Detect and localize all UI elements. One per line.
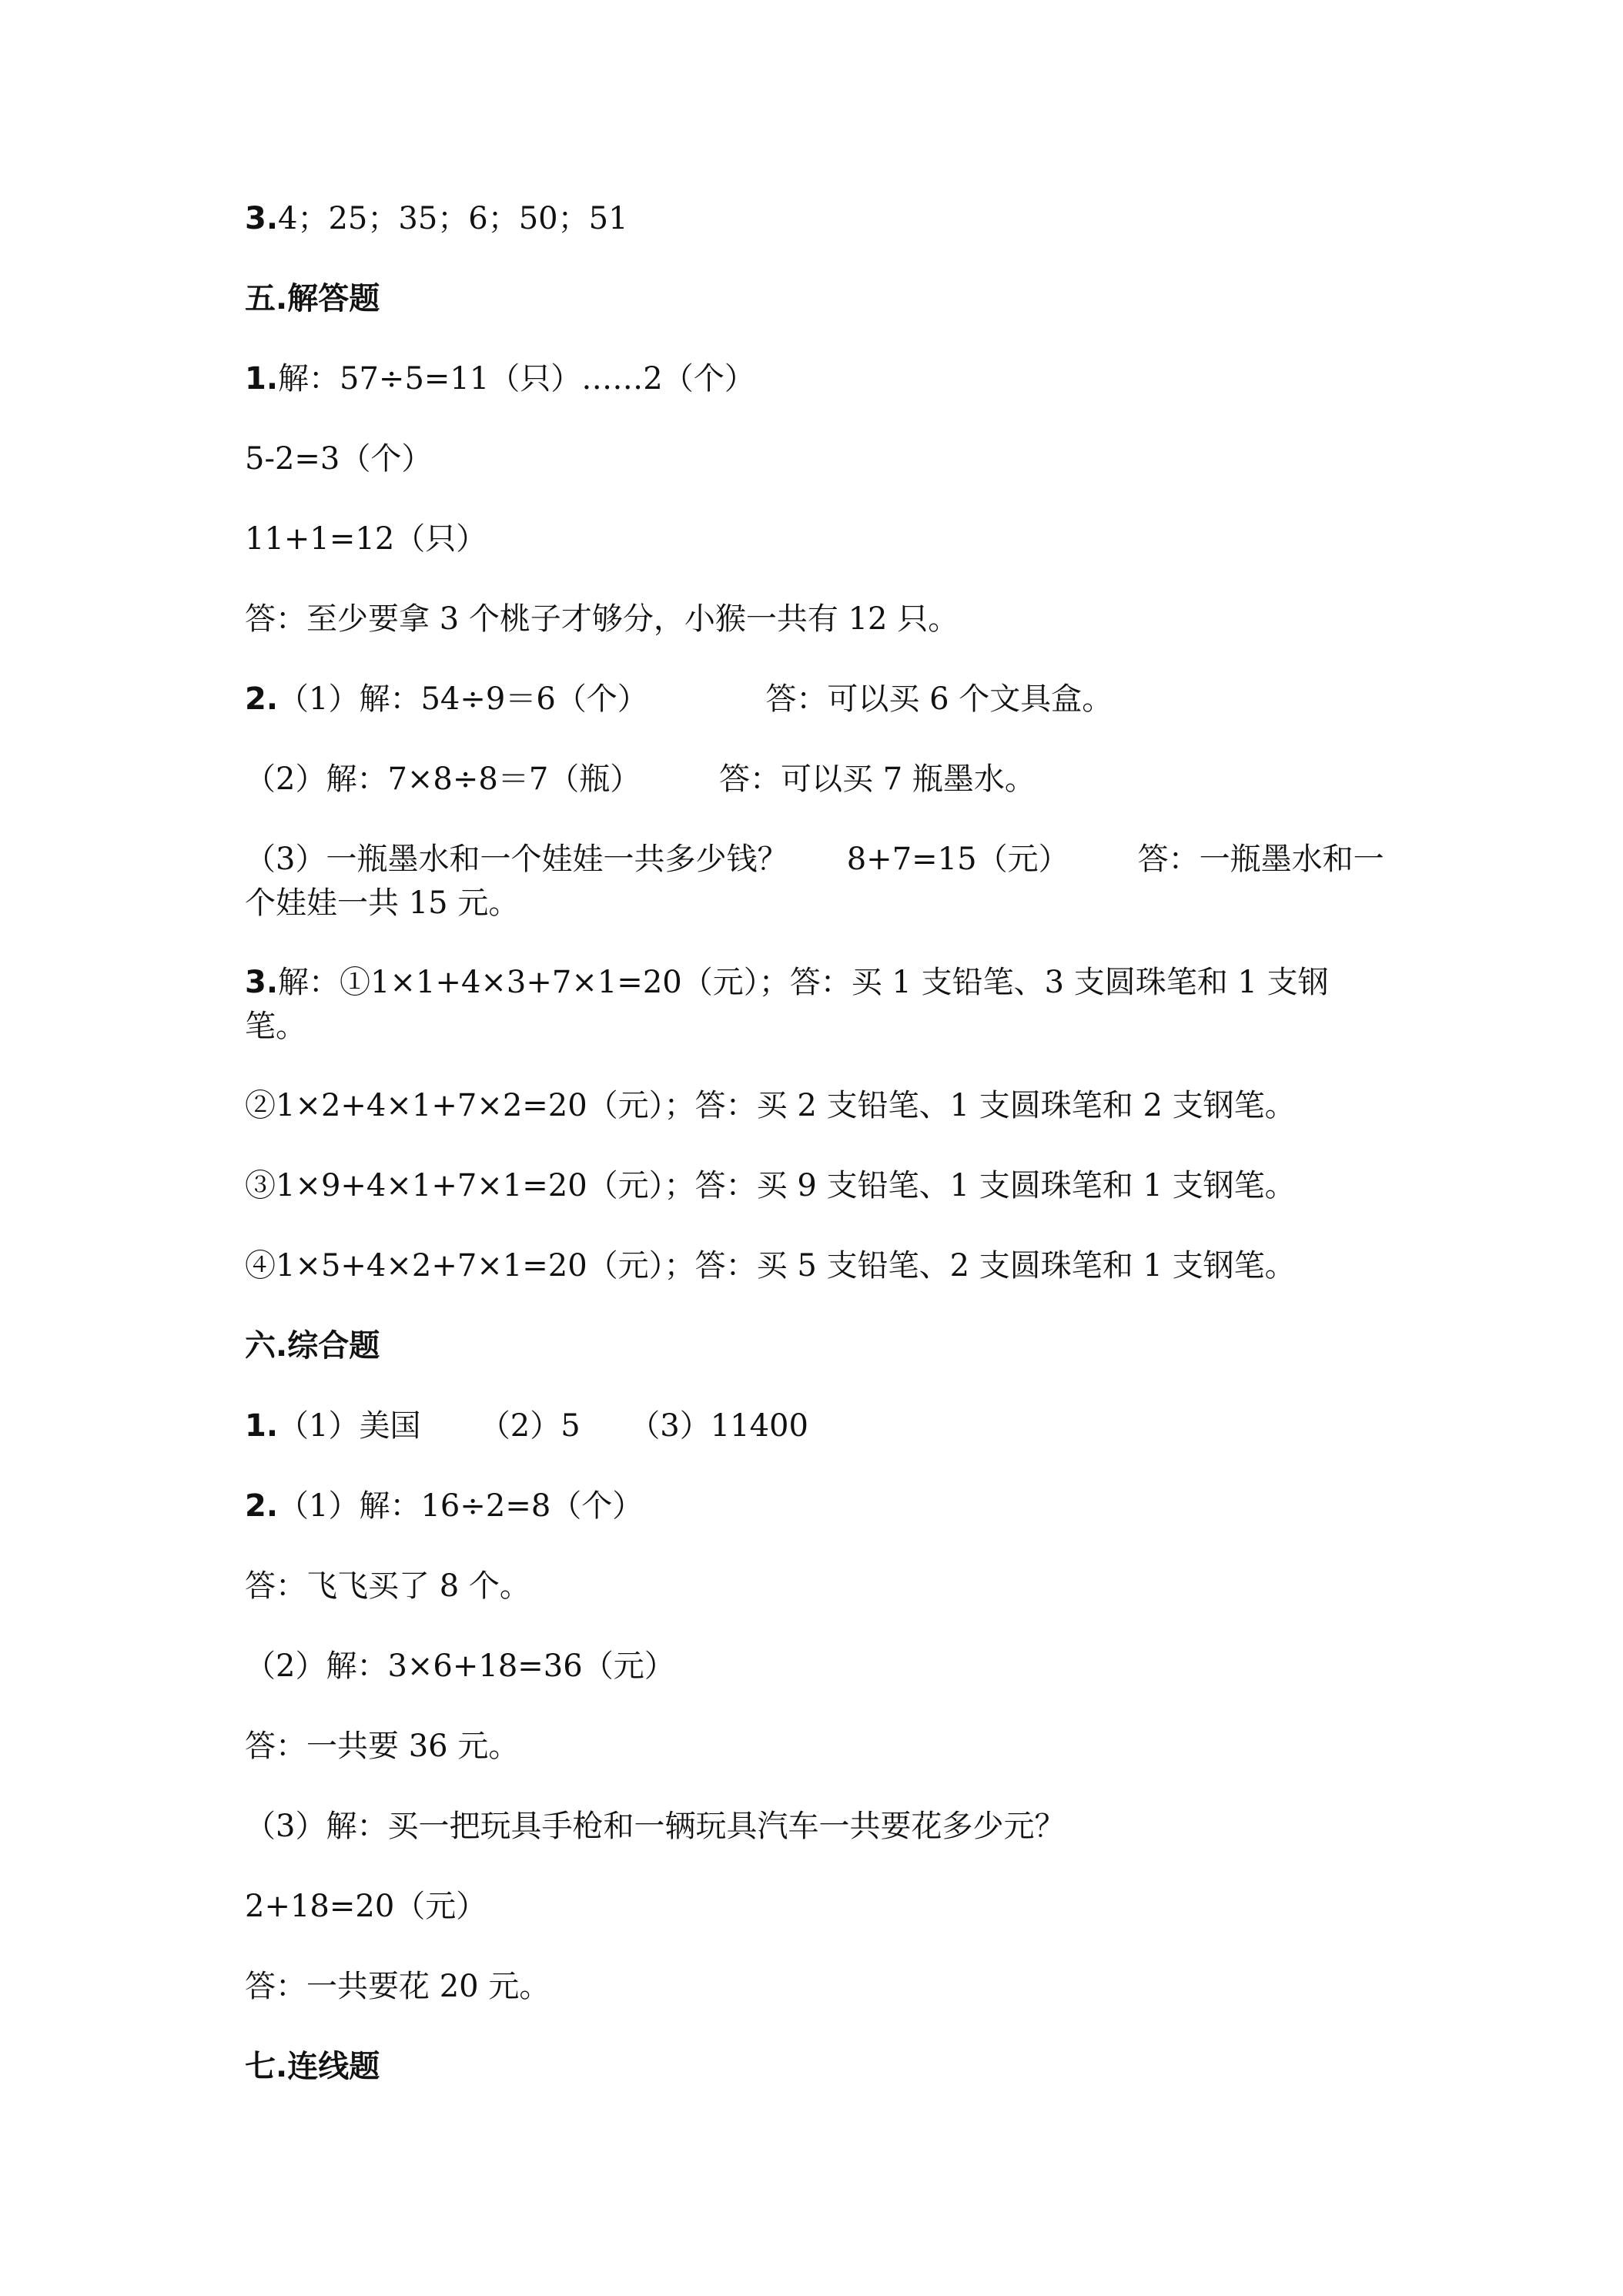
answer-line: （2）解：7×8÷8＝7（瓶） 答：可以买 7 瓶墨水。 bbox=[245, 761, 1036, 797]
answer-line: 个娃娃一共 15 元。 bbox=[245, 885, 520, 921]
answer-line: （2）解：3×6+18=36（元） bbox=[245, 1648, 675, 1684]
answer-text: 解：①1×1+4×3+7×1=20（元）；答：买 1 支铅笔、3 支圆珠笔和 1 支钢 bbox=[278, 965, 1329, 1000]
answer-text: （1）解：54÷9＝6（个） 答：可以买 6 个文具盒。 bbox=[278, 681, 1113, 717]
answer-line: 2+18=20（元） bbox=[245, 1889, 487, 1924]
answer-line: ②1×2+4×1+7×2=20（元）；答：买 2 支铅笔、1 支圆珠笔和 2 支钢笔。 bbox=[245, 1088, 1296, 1123]
answer-line: 答：一共要花 20 元。 bbox=[245, 1969, 550, 2004]
answer-line: ④1×5+4×2+7×1=20（元）；答：买 5 支铅笔、2 支圆珠笔和 1 支钢笔。 bbox=[245, 1248, 1296, 1284]
answer-line: （3）一瓶墨水和一个娃娃一共多少钱？ 8+7=15（元） 答：一瓶墨水和一 bbox=[245, 842, 1384, 877]
answer-text: 解：57÷5=11（只）……2（个） bbox=[278, 361, 755, 397]
answer-line: 11+1=12（只） bbox=[245, 521, 487, 557]
answer-line bbox=[245, 197, 628, 240]
section-heading-5: 五.解答题 bbox=[245, 281, 380, 316]
question-number: 3. bbox=[245, 201, 279, 236]
answer-line bbox=[245, 357, 755, 400]
answer-line bbox=[245, 1404, 808, 1448]
answer-line: 笔。 bbox=[245, 1009, 306, 1044]
question-number: 2. bbox=[245, 681, 279, 717]
question-number: 3. bbox=[245, 965, 279, 1000]
answer-line: 答：飞飞买了 8 个。 bbox=[245, 1568, 530, 1604]
answer-text: 4；25；35；6；50；51 bbox=[278, 201, 628, 236]
answer-line: （3）解：买一把玩具手枪和一辆玩具汽车一共要花多少元？ bbox=[245, 1809, 1066, 1844]
answer-line: 5-2=3（个） bbox=[245, 441, 433, 477]
section-heading-6: 六.综合题 bbox=[245, 1328, 380, 1364]
answer-line bbox=[245, 961, 1329, 1004]
question-number: 1. bbox=[245, 1408, 279, 1444]
answer-line bbox=[245, 1484, 643, 1528]
answer-line bbox=[245, 678, 1113, 721]
answer-text: （1）美国 （2）5 （3）11400 bbox=[278, 1408, 808, 1444]
question-number: 1. bbox=[245, 361, 279, 397]
section-heading-7: 七.连线题 bbox=[245, 2049, 380, 2084]
answer-text: （1）解：16÷2=8（个） bbox=[278, 1488, 644, 1524]
question-number: 2. bbox=[245, 1488, 279, 1524]
answer-line: 答：至少要拿 3 个桃子才够分，小猴一共有 12 只。 bbox=[245, 601, 959, 637]
answer-line: 答：一共要 36 元。 bbox=[245, 1729, 520, 1764]
answer-line: ③1×9+4×1+7×1=20（元）；答：买 9 支铅笔、1 支圆珠笔和 1 支钢笔。 bbox=[245, 1168, 1296, 1203]
